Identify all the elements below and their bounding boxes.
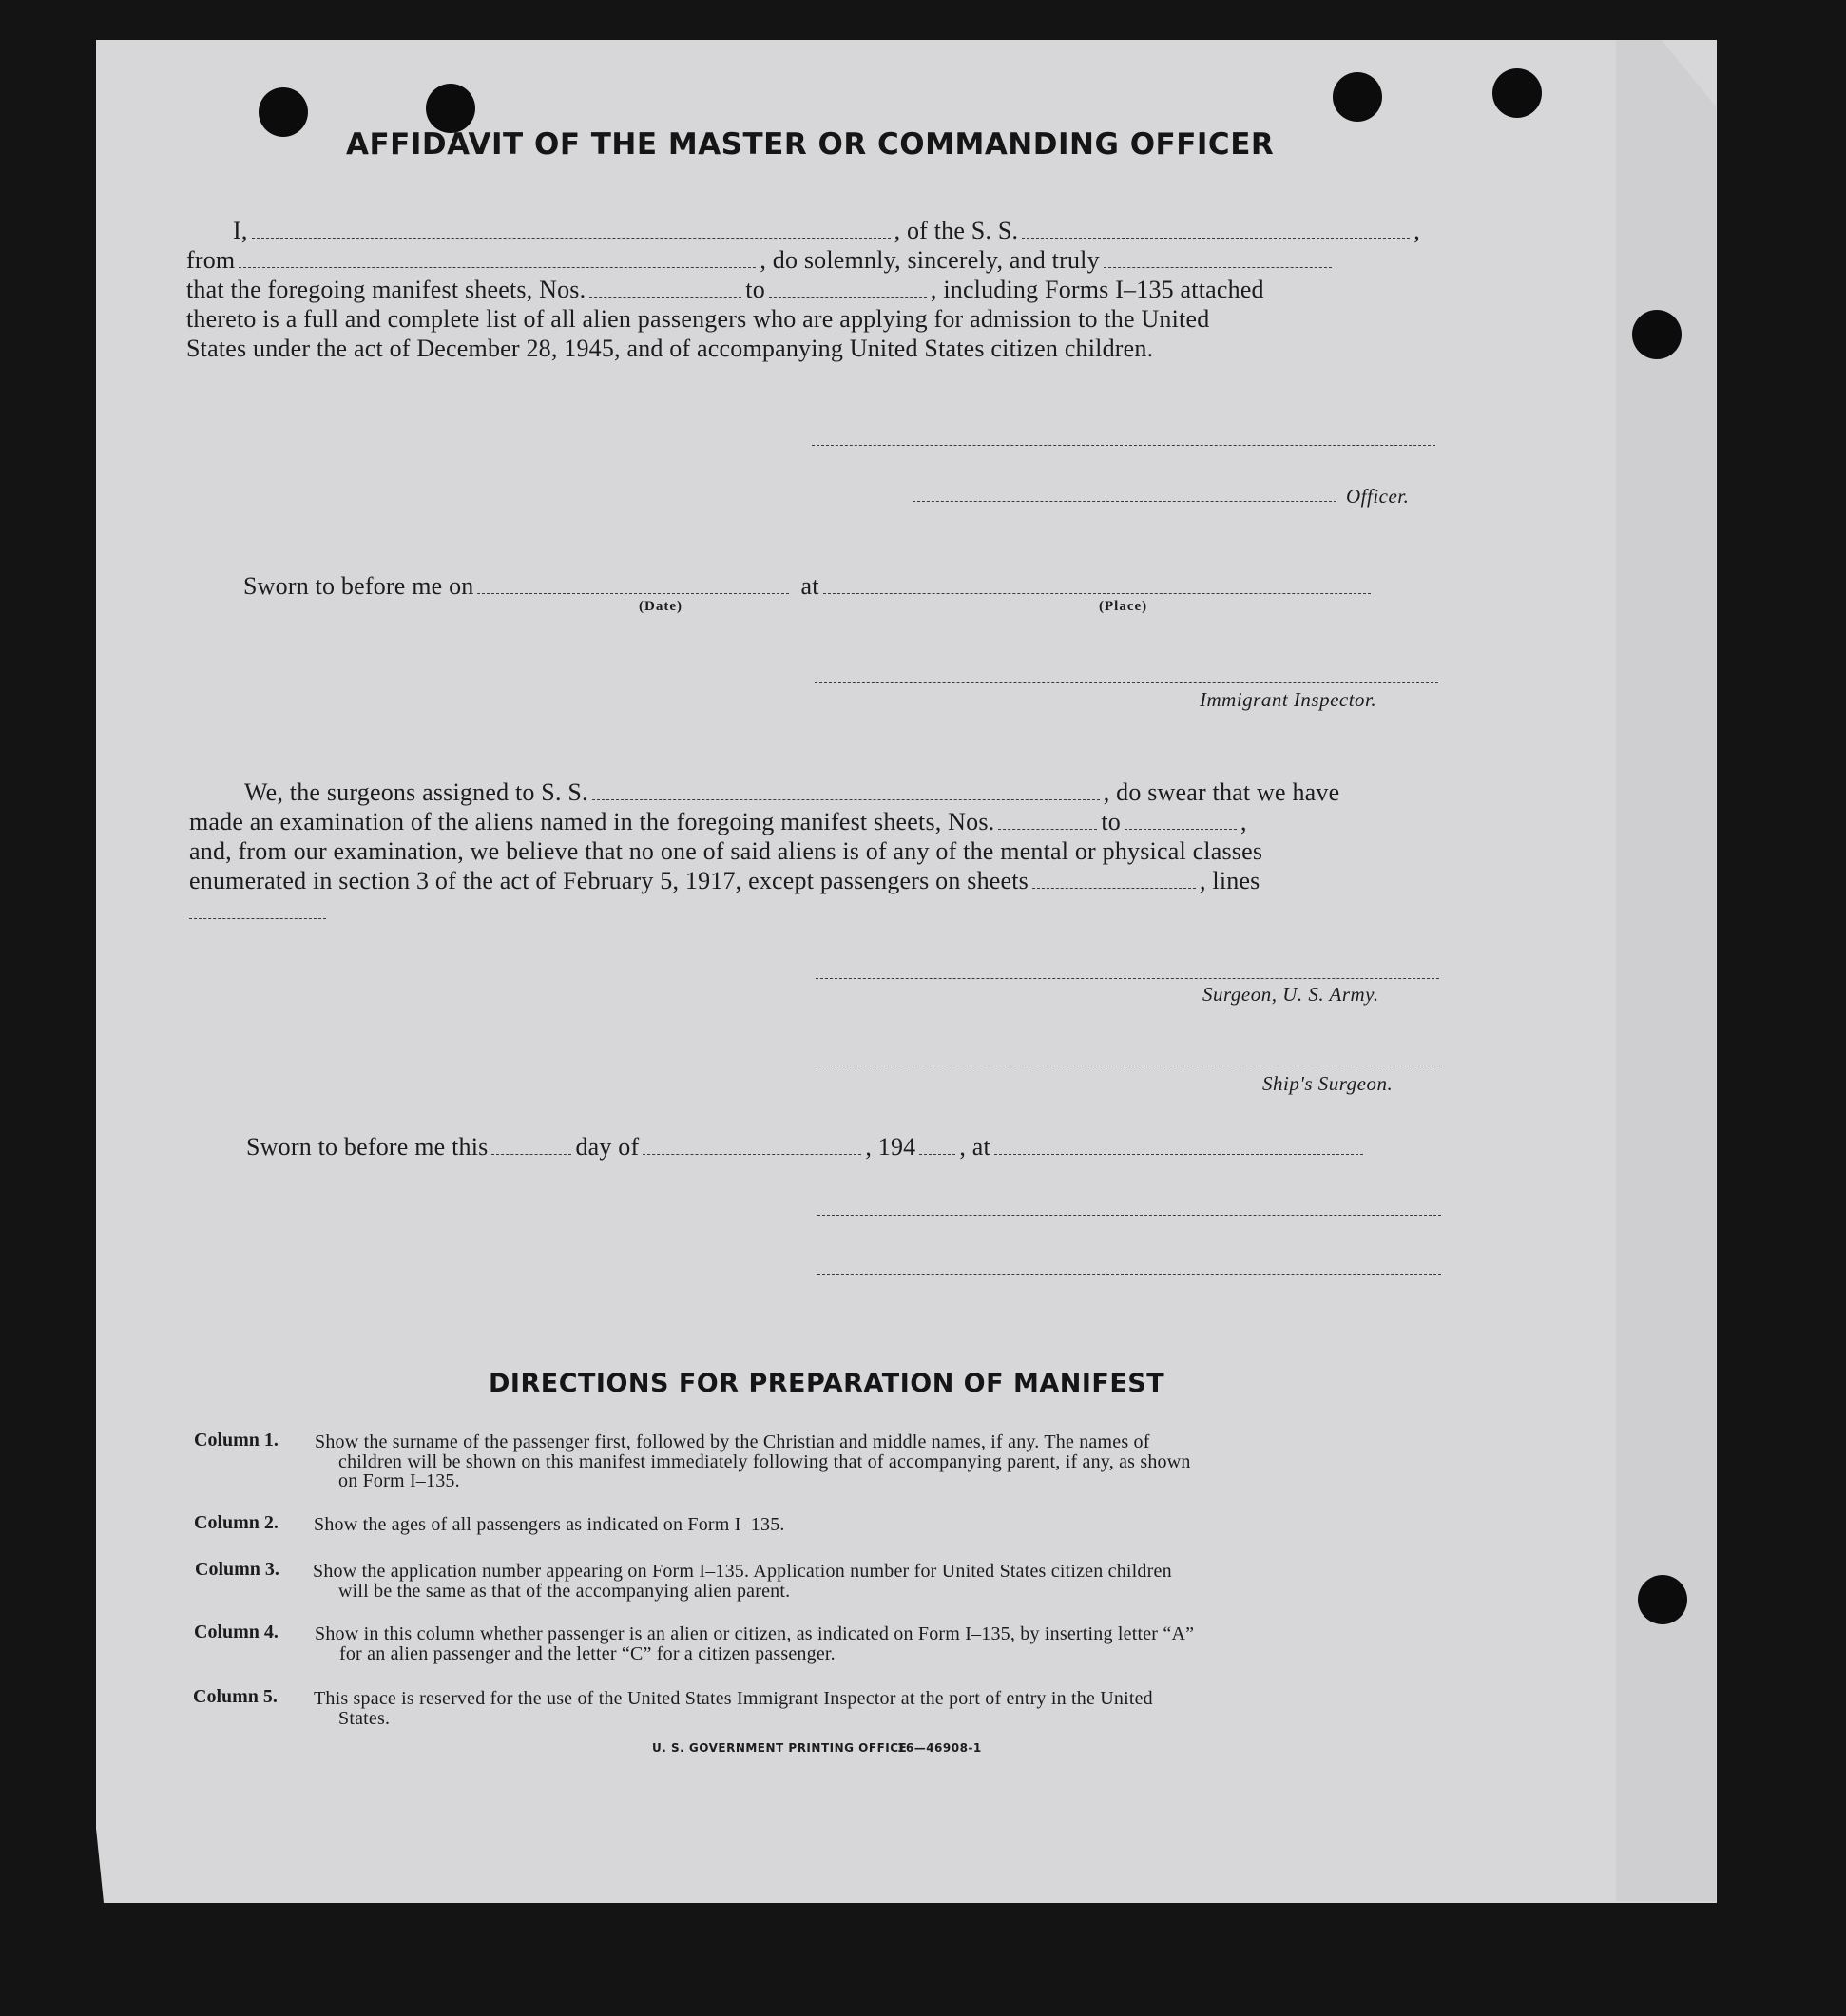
sworn-month-field[interactable] <box>643 1154 861 1155</box>
text: day of <box>575 1133 640 1161</box>
surgeon-line-3: and, from our examination, we believe that no one of said aliens is of any of the mental or physical classes <box>189 837 1263 865</box>
text: at <box>800 572 819 600</box>
sworn-line-2 <box>246 1133 1367 1162</box>
text: enumerated in section 3 of the act of February 5, 1917, except passengers on sheets <box>189 867 1029 894</box>
sworn-day-field[interactable] <box>491 1154 571 1155</box>
text: , <box>1413 217 1420 244</box>
punch-hole <box>1638 1575 1687 1624</box>
affidavit-line-1 <box>233 217 1420 245</box>
column-1-line-1: Show the surname of the passenger first, followed by the Christian and middle names, if any. The names of <box>315 1431 1150 1452</box>
ship-surgeon-caption: Ship's Surgeon. <box>1262 1072 1394 1095</box>
sheet-to-field[interactable] <box>769 297 927 298</box>
text: , lines <box>1200 867 1260 894</box>
text: , including Forms I–135 attached <box>930 276 1264 303</box>
column-1-line-2: children will be shown on this manifest immediately following that of accompanying parent, if any, as shown <box>338 1451 1191 1472</box>
affidavit-line-3 <box>186 276 1264 304</box>
surgeon-line-2 <box>189 808 1247 836</box>
sworn-place-field[interactable] <box>823 593 1371 594</box>
army-surgeon-signature-line[interactable] <box>816 978 1439 979</box>
surgeon-ship-field[interactable] <box>592 799 1100 800</box>
sworn-date-field[interactable] <box>477 593 789 594</box>
sworn-title-line[interactable] <box>817 1274 1441 1275</box>
affidavit-title: AFFIDAVIT OF THE MASTER OR COMMANDING OFFICER <box>346 127 1275 162</box>
text: Sworn to before me this <box>246 1133 489 1161</box>
column-4-label: Column 4. <box>194 1622 279 1642</box>
column-4-line-1: Show in this column whether passenger is an alien or citizen, as indicated on Form I–135, by inserting letter “A” <box>315 1623 1195 1644</box>
ship-name-field[interactable] <box>1022 238 1410 239</box>
column-2-line-1: Show the ages of all passengers as indicated on Form I–135. <box>314 1514 785 1535</box>
sworn-year-field[interactable] <box>919 1154 955 1155</box>
column-3-label: Column 3. <box>195 1559 279 1580</box>
surgeon-sheet-from-field[interactable] <box>998 829 1097 830</box>
surgeon-sheet-to-field[interactable] <box>1125 829 1237 830</box>
directions-title: DIRECTIONS FOR PREPARATION OF MANIFEST <box>489 1369 1165 1398</box>
punch-hole <box>1632 310 1682 359</box>
text: to <box>745 276 765 303</box>
oath-field[interactable] <box>1104 267 1332 268</box>
surgeon-line-1 <box>244 778 1339 807</box>
column-1-line-3: on Form I–135. <box>338 1470 460 1491</box>
column-5-line-2: States. <box>338 1708 391 1729</box>
surgeon-line-4 <box>189 867 1260 895</box>
punch-hole <box>426 84 475 133</box>
printer-imprint: U. S. GOVERNMENT PRINTING OFFICE <box>652 1741 908 1755</box>
exception-lines-field[interactable] <box>189 918 326 919</box>
affidavit-line-5: States under the act of December 28, 1945, and of accompanying United States citizen children. <box>186 335 1154 362</box>
inspector-caption: Immigrant Inspector. <box>1200 688 1377 711</box>
punch-hole <box>1333 72 1382 122</box>
column-3-line-1: Show the application number appearing on Form I–135. Application number for United States citizen children <box>313 1561 1172 1582</box>
inspector-signature-line[interactable] <box>815 682 1438 683</box>
text: , of the S. S. <box>894 217 1019 244</box>
column-2-label: Column 2. <box>194 1512 279 1533</box>
column-5-line-1: This space is reserved for the use of the United States Immigrant Inspector at the port of entry in the United <box>314 1688 1153 1709</box>
master-signature-line[interactable] <box>812 445 1435 446</box>
text: to <box>1101 808 1121 835</box>
affidavit-line-4: thereto is a full and complete list of all alien passengers who are applying for admission to the United <box>186 305 1210 333</box>
text: , do solemnly, sincerely, and truly <box>760 246 1100 274</box>
sworn-place-2-field[interactable] <box>994 1154 1363 1155</box>
column-1-label: Column 1. <box>194 1430 279 1450</box>
column-4-line-2: for an alien passenger and the letter “C” for a citizen passenger. <box>339 1643 836 1664</box>
officer-title-line[interactable] <box>913 501 1336 502</box>
text: , at <box>959 1133 990 1161</box>
master-name-field[interactable] <box>252 238 891 239</box>
text: made an examination of the aliens named in the foregoing manifest sheets, Nos. <box>189 808 995 835</box>
form-code: 16—46908-1 <box>897 1741 982 1755</box>
place-caption: (Place) <box>1099 599 1148 614</box>
port-from-field[interactable] <box>239 267 756 268</box>
officer-caption: Officer. <box>1346 485 1410 508</box>
text: , <box>1240 808 1247 835</box>
text: Sworn to before me on <box>243 572 474 600</box>
sworn-line-1 <box>243 572 1375 601</box>
sheet-from-field[interactable] <box>589 297 741 298</box>
text: I, <box>233 217 248 244</box>
date-caption: (Date) <box>639 599 683 614</box>
text: We, the surgeons assigned to S. S. <box>244 778 588 806</box>
text: that the foregoing manifest sheets, Nos. <box>186 276 586 303</box>
exception-sheets-field[interactable] <box>1032 888 1196 889</box>
sworn-signature-line[interactable] <box>817 1215 1441 1216</box>
affidavit-line-2 <box>186 246 1336 275</box>
army-surgeon-caption: Surgeon, U. S. Army. <box>1202 983 1379 1006</box>
text: from <box>186 246 236 274</box>
column-5-label: Column 5. <box>193 1686 278 1707</box>
text: , 194 <box>865 1133 916 1161</box>
punch-hole <box>259 87 308 137</box>
column-3-line-2: will be the same as that of the accompanying alien parent. <box>338 1581 791 1602</box>
punch-hole <box>1492 68 1542 118</box>
text: , do swear that we have <box>1103 778 1340 806</box>
